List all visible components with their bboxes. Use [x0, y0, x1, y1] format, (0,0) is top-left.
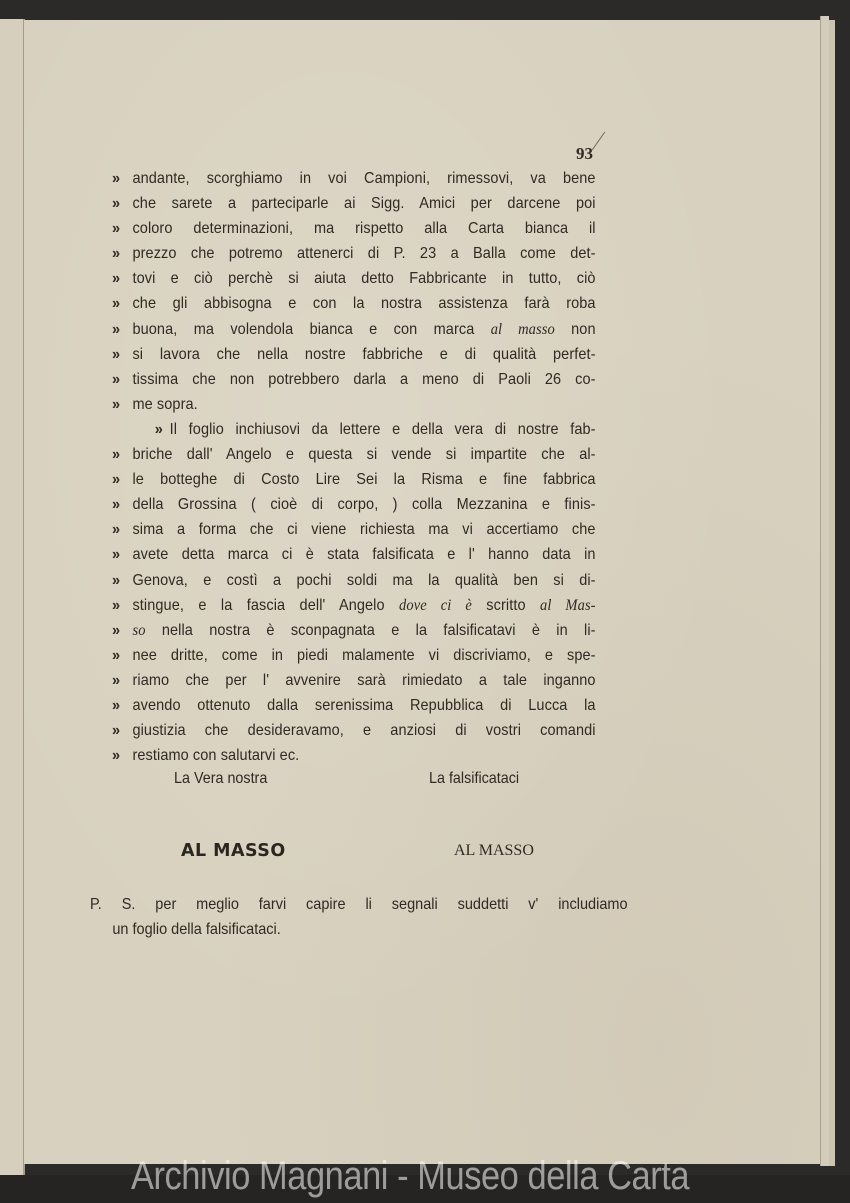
fake-mark-sample: AL MASSO	[454, 842, 534, 859]
text-line	[112, 442, 596, 467]
line-text: Genova, e costì a pochi soldi ma la qualità ben si di-	[132, 571, 596, 589]
line-text: stingue, e la fascia dell' Angelo	[132, 596, 400, 614]
letter-body	[112, 166, 596, 768]
watermark: Archivio Magnani - Museo della Carta	[131, 1154, 690, 1198]
line-text: scritto	[471, 596, 540, 614]
quote-mark: »	[112, 596, 121, 614]
postscript	[90, 892, 628, 942]
text-line	[112, 317, 596, 342]
italic-text: al Mas-	[539, 596, 596, 614]
line-text: sima a forma che ci viene richiesta ma vi accertiamo che	[132, 521, 596, 539]
quote-mark: »	[112, 295, 121, 313]
quote-mark: »	[112, 446, 121, 464]
text-line	[112, 191, 596, 216]
line-text: avete detta marca ci è stata falsificata e l' hanno data in	[132, 546, 596, 564]
text-line	[112, 668, 596, 693]
line-text: che sarete a parteciparle ai Sigg. Amici per darcene poi	[132, 195, 596, 213]
text-line	[112, 266, 596, 291]
postscript-line: P. S. per meglio farvi capire li segnali suddetti v' includiamo	[90, 896, 628, 913]
line-text: Il foglio inchiusovi da lettere e della vera di nostre fab-	[169, 420, 596, 438]
text-line	[112, 542, 596, 567]
text-line	[112, 643, 596, 668]
real-mark-sample: AL MASSO	[181, 840, 286, 861]
text-line	[112, 467, 596, 492]
text-line	[112, 166, 596, 191]
quote-mark: »	[112, 471, 121, 489]
quote-mark: »	[112, 345, 121, 363]
quote-mark: »	[112, 621, 121, 639]
quote-mark: »	[112, 696, 121, 714]
postscript-line: un foglio della falsificataci.	[112, 921, 281, 938]
page-stack-edge-inner	[820, 16, 829, 1166]
text-line	[112, 618, 596, 643]
line-text: buona, ma volendola bianca e con marca	[132, 320, 491, 338]
line-text: me sopra.	[132, 395, 198, 413]
quote-mark: »	[154, 420, 163, 438]
quote-mark: »	[112, 245, 121, 263]
italic-text: al masso	[490, 320, 555, 338]
facing-page-edge	[0, 19, 25, 1175]
line-text: coloro determinazioni, ma rispetto alla Carta bianca il	[132, 220, 596, 238]
quote-mark: »	[112, 496, 121, 514]
italic-text: dove ci è	[399, 596, 472, 614]
quote-mark: »	[112, 521, 121, 539]
quote-mark: »	[112, 722, 121, 740]
line-text: nee dritte, come in piedi malamente vi discriviamo, e spe-	[132, 646, 596, 664]
text-line	[112, 492, 596, 517]
quote-mark: »	[112, 546, 121, 564]
italic-text: so	[132, 621, 146, 639]
line-text: giustizia che desideravamo, e anziosi di vostri comandi	[132, 722, 596, 740]
text-line	[112, 342, 596, 367]
real-mark-label: La Vera nostra	[174, 770, 268, 787]
quote-mark: »	[112, 170, 121, 187]
line-text: nella nostra è sconpagnata e la falsificatavi è in li-	[145, 621, 596, 639]
quote-mark: »	[112, 646, 121, 664]
text-line	[112, 367, 596, 392]
line-text: si lavora che nella nostre fabbriche e di qualità perfet-	[132, 345, 596, 363]
text-line	[112, 593, 596, 618]
line-text: le botteghe di Costo Lire Sei la Risma e fine fabbrica	[132, 471, 596, 489]
line-text: prezzo che potremo attenerci di P. 23 a Balla come det-	[132, 245, 596, 263]
line-text: tissima che non potrebbero darla a meno di Paoli 26 co-	[132, 370, 596, 388]
quote-mark: »	[112, 370, 121, 388]
quote-mark: »	[112, 270, 121, 288]
text-line	[112, 417, 596, 442]
line-text: restiamo con salutarvi ec.	[132, 747, 300, 765]
text-line	[112, 743, 596, 768]
fake-mark-label: La falsificataci	[429, 770, 520, 787]
line-text: della Grossina ( cioè di corpo, ) colla Mezzanina e finis-	[132, 496, 596, 514]
text-line	[112, 216, 596, 241]
line-text: riamo che per l' avvenire sarà rimiedato a tale inganno	[132, 671, 596, 689]
text-line	[112, 568, 596, 593]
quote-mark: »	[112, 671, 121, 689]
page-number: 93	[576, 144, 593, 163]
text-line	[112, 693, 596, 718]
line-text: non	[554, 320, 596, 338]
line-text: andante, scorghiamo in voi Campioni, rimessovi, va bene	[132, 170, 596, 187]
text-line	[112, 392, 596, 417]
line-text: avendo ottenuto dalla serenissima Repubblica di Lucca la	[132, 696, 596, 714]
quote-mark: »	[112, 571, 121, 589]
line-text: che gli abbisogna e con la nostra assistenza farà roba	[132, 295, 596, 313]
quote-mark: »	[112, 195, 121, 213]
quote-mark: »	[112, 395, 121, 413]
line-text: tovi e ciò perchè si aiuta detto Fabbricante in tutto, ciò	[132, 270, 596, 288]
line-text: briche dall' Angelo e questa si vende si impartite che al-	[132, 446, 596, 464]
quote-mark: »	[112, 220, 121, 238]
quote-mark: »	[112, 320, 121, 338]
text-line	[112, 718, 596, 743]
text-line	[112, 517, 596, 542]
text-line	[112, 241, 596, 266]
quote-mark: »	[112, 747, 121, 765]
text-line	[112, 291, 596, 316]
